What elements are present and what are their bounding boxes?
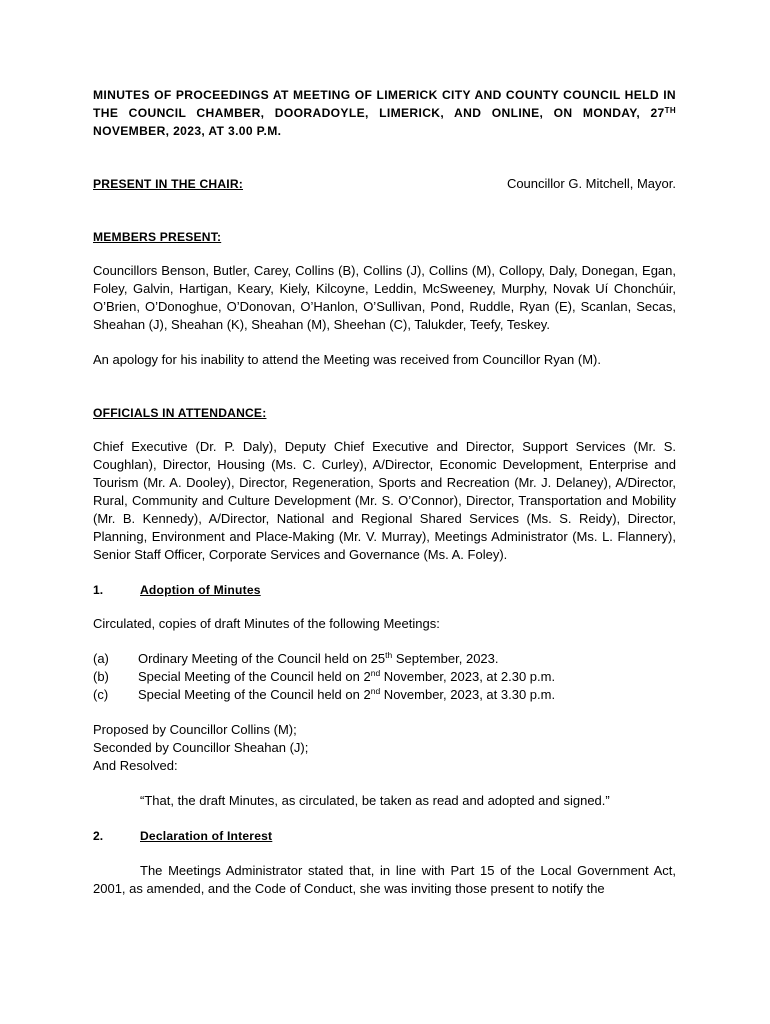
list-item-label: (b) xyxy=(93,669,109,684)
resolution-text: “That, the draft Minutes, as circulated, be taken as read and adopted and signed.” xyxy=(140,793,610,808)
officials-list: Chief Executive (Dr. P. Daly), Deputy Chief Executive and Director, Support Services (Mr. S. Coughlan), Director, Housing (Ms. C. Curley), A/Director, Economic Development, Enterprise and Tourism (Mr. A. Dooley), Director, Regeneration, Sports and Recreation (Mr. J. Delaney), A/Director, Rural, Community and Culture Development (Mr. S. O’Connor), Director, Transportation and Mobility (Mr. B. Kennedy), A/Director, National and Regional Shared Services (Ms. S. Reidy), Director, Planning, Environment and Place-Making (Mr. V. Murray), Meetings Administrator (Ms. L. Flannery), Senior Staff Officer, Corporate Services and Governance (Ms. A. Foley). xyxy=(93,439,676,562)
minutes-list xyxy=(93,650,676,704)
resolved-label: And Resolved: xyxy=(93,758,178,773)
proposed-by: Proposed by Councillor Collins (M); xyxy=(93,722,297,737)
members-list: Councillors Benson, Butler, Carey, Collins (B), Collins (J), Collins (M), Collopy, Daly, Donegan, Egan, Foley, Galvin, Hartigan, Keary, Kiely, Kilcoyne, Leddin, McSweeney, Murphy, Novak Uí Chonchúir, O’Brien, O’Donoghue, O’Donovan, O’Hanlon, O’Sullivan, Pond, Ruddle, Ryan (E), Scanlan, Secas, Sheahan (J), Sheahan (K), Sheahan (M), Sheehan (C), Talukder, Teefy, Teskey. xyxy=(93,263,676,332)
section-2-heading: Declaration of Interest xyxy=(140,829,273,843)
section-1-header xyxy=(93,581,676,599)
title-text: MINUTES OF PROCEEDINGS AT MEETING OF LIMERICK CITY AND COUNTY COUNCIL HELD IN THE COUNCIL CHAMBER, DOORADOYLE, LIMERICK, AND ONLINE, ON MONDAY, 27 xyxy=(93,88,676,120)
title-text-end: NOVEMBER, 2023, AT 3.00 P.M. xyxy=(93,124,282,138)
chair-row xyxy=(93,175,676,193)
list-item-label: (c) xyxy=(93,687,109,702)
apology-text: An apology for his inability to attend the Meeting was received from Councillor Ryan (M). xyxy=(93,352,601,367)
list-item xyxy=(93,650,676,668)
section-1-intro: Circulated, copies of draft Minutes of the following Meetings: xyxy=(93,616,440,631)
section-2-number: 2. xyxy=(93,829,104,843)
document-title xyxy=(93,86,676,140)
members-heading: MEMBERS PRESENT: xyxy=(93,230,222,244)
section-1-heading: Adoption of Minutes xyxy=(140,583,261,597)
list-item-label: (a) xyxy=(93,651,109,666)
list-item xyxy=(93,668,676,686)
document-page xyxy=(93,86,676,898)
section-2-text: The Meetings Administrator stated that, in line with Part 15 of the Local Government Act, 2001, as amended, and the Code of Conduct, she was inviting those present to notify the xyxy=(93,863,676,896)
list-item-text: Special Meeting of the Council held on 2nd November, 2023, at 3.30 p.m. xyxy=(138,686,556,702)
seconded-by: Seconded by Councillor Sheahan (J); xyxy=(93,740,309,755)
section-1-number: 1. xyxy=(93,583,104,597)
section-2-header xyxy=(93,827,676,845)
list-item-text: Special Meeting of the Council held on 2nd November, 2023, at 2.30 p.m. xyxy=(138,668,556,684)
motion-block xyxy=(93,721,676,775)
list-item xyxy=(93,686,676,704)
chair-value: Councillor G. Mitchell, Mayor. xyxy=(506,176,676,191)
title-superscript: TH xyxy=(664,106,676,115)
officials-heading: OFFICIALS IN ATTENDANCE: xyxy=(93,406,267,420)
chair-heading: PRESENT IN THE CHAIR: xyxy=(93,177,244,191)
list-item-text: Ordinary Meeting of the Council held on 25th September, 2023. xyxy=(138,650,499,666)
